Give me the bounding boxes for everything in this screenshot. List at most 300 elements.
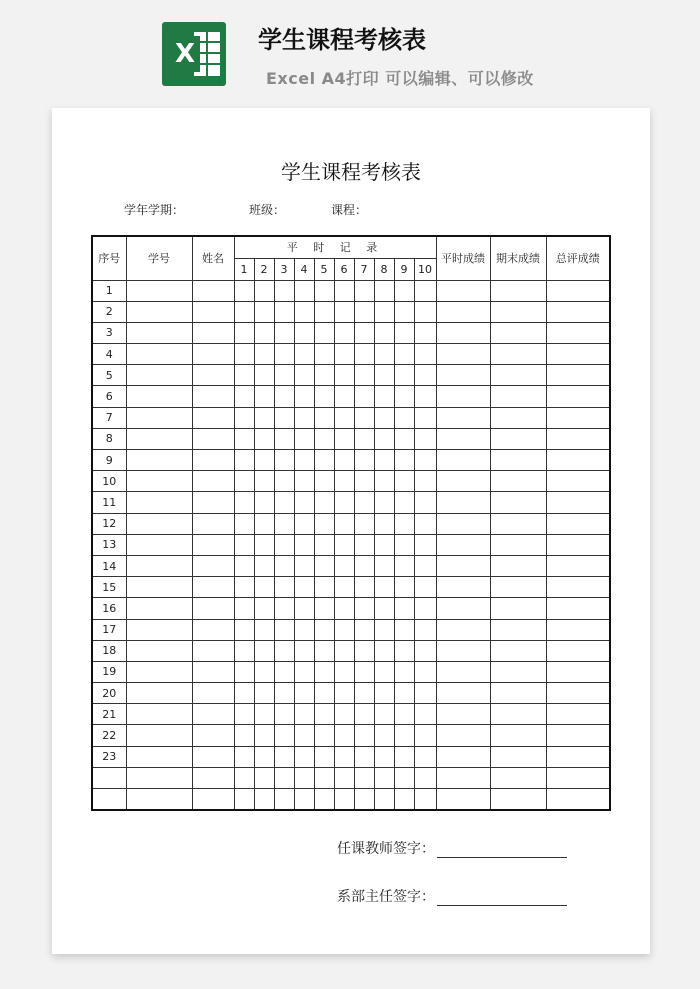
table-cell[interactable] — [192, 344, 234, 365]
table-cell[interactable] — [414, 513, 436, 534]
table-cell[interactable] — [254, 619, 274, 640]
table-cell[interactable] — [314, 280, 334, 301]
table-cell[interactable] — [414, 344, 436, 365]
table-cell[interactable] — [354, 344, 374, 365]
table-cell[interactable] — [334, 683, 354, 704]
table-cell[interactable] — [334, 555, 354, 576]
table-cell[interactable] — [546, 513, 610, 534]
table-cell[interactable] — [414, 534, 436, 555]
table-cell[interactable] — [254, 577, 274, 598]
table-cell[interactable] — [546, 577, 610, 598]
table-cell[interactable] — [192, 322, 234, 343]
table-cell[interactable] — [436, 301, 490, 322]
table-cell[interactable] — [234, 428, 254, 449]
table-cell[interactable] — [192, 407, 234, 428]
table-cell[interactable] — [126, 555, 192, 576]
table-cell[interactable] — [490, 513, 546, 534]
table-cell[interactable] — [334, 661, 354, 682]
table-cell[interactable] — [374, 365, 394, 386]
table-cell[interactable] — [294, 428, 314, 449]
table-cell[interactable] — [334, 471, 354, 492]
table-cell[interactable] — [490, 344, 546, 365]
table-cell[interactable] — [274, 746, 294, 767]
table-cell[interactable] — [394, 767, 414, 788]
table-cell[interactable] — [436, 450, 490, 471]
table-cell[interactable] — [490, 725, 546, 746]
table-cell[interactable] — [274, 619, 294, 640]
table-cell[interactable] — [546, 598, 610, 619]
table-cell[interactable] — [354, 577, 374, 598]
table-cell[interactable] — [354, 301, 374, 322]
table-cell[interactable] — [414, 450, 436, 471]
table-cell[interactable] — [274, 428, 294, 449]
table-cell[interactable] — [314, 555, 334, 576]
table-cell[interactable] — [546, 428, 610, 449]
table-cell[interactable] — [490, 280, 546, 301]
table-cell[interactable] — [294, 534, 314, 555]
table-cell[interactable] — [192, 534, 234, 555]
table-cell[interactable] — [314, 661, 334, 682]
table-cell[interactable] — [490, 767, 546, 788]
table-cell[interactable] — [490, 661, 546, 682]
table-cell[interactable] — [192, 619, 234, 640]
table-cell[interactable] — [546, 661, 610, 682]
table-cell[interactable] — [334, 534, 354, 555]
table-cell[interactable] — [192, 789, 234, 810]
table-cell[interactable] — [374, 746, 394, 767]
table-cell[interactable] — [126, 344, 192, 365]
table-cell[interactable] — [546, 619, 610, 640]
teacher-signature-line[interactable] — [437, 844, 567, 858]
table-cell[interactable] — [254, 661, 274, 682]
table-cell[interactable] — [354, 365, 374, 386]
table-cell[interactable] — [394, 471, 414, 492]
table-cell[interactable] — [354, 640, 374, 661]
table-cell[interactable] — [314, 640, 334, 661]
table-cell[interactable] — [374, 280, 394, 301]
table-cell[interactable] — [294, 471, 314, 492]
table-cell[interactable] — [314, 513, 334, 534]
table-cell[interactable] — [314, 598, 334, 619]
table-cell[interactable] — [394, 492, 414, 513]
table-cell[interactable] — [254, 386, 274, 407]
table-cell[interactable] — [334, 789, 354, 810]
table-cell[interactable] — [354, 555, 374, 576]
table-cell[interactable] — [294, 767, 314, 788]
table-cell[interactable] — [334, 598, 354, 619]
table-cell[interactable] — [234, 534, 254, 555]
table-cell[interactable] — [394, 407, 414, 428]
table-cell[interactable] — [490, 789, 546, 810]
table-cell[interactable] — [126, 322, 192, 343]
table-cell[interactable] — [274, 344, 294, 365]
table-cell[interactable] — [436, 577, 490, 598]
table-cell[interactable] — [394, 725, 414, 746]
table-cell[interactable] — [490, 450, 546, 471]
table-cell[interactable] — [436, 555, 490, 576]
table-cell[interactable] — [414, 301, 436, 322]
table-cell[interactable] — [192, 492, 234, 513]
table-cell[interactable] — [254, 280, 274, 301]
table-cell[interactable] — [414, 555, 436, 576]
table-cell[interactable] — [414, 428, 436, 449]
table-cell[interactable] — [126, 386, 192, 407]
table-cell[interactable] — [254, 301, 274, 322]
table-cell[interactable] — [546, 725, 610, 746]
table-cell[interactable] — [374, 344, 394, 365]
table-cell[interactable] — [354, 386, 374, 407]
table-cell[interactable] — [414, 386, 436, 407]
table-cell[interactable] — [126, 450, 192, 471]
table-cell[interactable] — [274, 640, 294, 661]
table-cell[interactable] — [414, 577, 436, 598]
table-cell[interactable] — [490, 683, 546, 704]
table-cell[interactable] — [394, 301, 414, 322]
table-cell[interactable] — [234, 598, 254, 619]
table-cell[interactable] — [234, 619, 254, 640]
table-cell[interactable] — [254, 344, 274, 365]
table-cell[interactable] — [490, 322, 546, 343]
table-cell[interactable] — [334, 492, 354, 513]
table-cell[interactable] — [354, 704, 374, 725]
table-cell[interactable] — [374, 555, 394, 576]
table-cell[interactable] — [374, 619, 394, 640]
table-cell[interactable] — [394, 322, 414, 343]
table-cell[interactable] — [314, 301, 334, 322]
table-cell[interactable] — [414, 767, 436, 788]
table-cell[interactable] — [192, 280, 234, 301]
table-cell[interactable] — [374, 534, 394, 555]
table-cell[interactable] — [374, 301, 394, 322]
table-cell[interactable] — [274, 704, 294, 725]
table-cell[interactable] — [126, 598, 192, 619]
table-cell[interactable] — [490, 577, 546, 598]
table-cell[interactable] — [354, 450, 374, 471]
table-cell[interactable] — [334, 344, 354, 365]
table-cell[interactable] — [314, 492, 334, 513]
table-cell[interactable] — [354, 322, 374, 343]
table-cell[interactable] — [294, 725, 314, 746]
table-cell[interactable] — [436, 280, 490, 301]
table-cell[interactable] — [294, 492, 314, 513]
table-cell[interactable] — [436, 386, 490, 407]
table-cell[interactable] — [546, 450, 610, 471]
table-cell[interactable] — [414, 704, 436, 725]
table-cell[interactable] — [192, 725, 234, 746]
table-cell[interactable] — [192, 577, 234, 598]
table-cell[interactable] — [374, 767, 394, 788]
table-cell[interactable] — [234, 344, 254, 365]
table-cell[interactable] — [374, 513, 394, 534]
table-cell[interactable] — [192, 428, 234, 449]
table-cell[interactable] — [294, 344, 314, 365]
table-cell[interactable] — [490, 619, 546, 640]
table-cell[interactable] — [414, 683, 436, 704]
table-cell[interactable] — [294, 280, 314, 301]
table-cell[interactable] — [274, 492, 294, 513]
table-cell[interactable] — [254, 428, 274, 449]
table-cell[interactable] — [234, 767, 254, 788]
table-cell[interactable] — [354, 513, 374, 534]
table-cell[interactable] — [126, 619, 192, 640]
table-cell[interactable] — [294, 577, 314, 598]
table-cell[interactable] — [314, 407, 334, 428]
table-cell[interactable] — [436, 344, 490, 365]
table-cell[interactable] — [192, 598, 234, 619]
table-cell[interactable] — [294, 513, 314, 534]
table-cell[interactable] — [126, 492, 192, 513]
table-cell[interactable] — [274, 577, 294, 598]
table-cell[interactable] — [394, 365, 414, 386]
table-cell[interactable] — [314, 577, 334, 598]
table-cell[interactable] — [354, 598, 374, 619]
table-cell[interactable] — [334, 704, 354, 725]
table-cell[interactable] — [546, 280, 610, 301]
table-cell[interactable] — [414, 365, 436, 386]
table-cell[interactable] — [374, 725, 394, 746]
table-cell[interactable] — [414, 640, 436, 661]
table-cell[interactable] — [234, 789, 254, 810]
table-cell[interactable] — [294, 746, 314, 767]
table-cell[interactable] — [374, 450, 394, 471]
table-cell[interactable] — [334, 322, 354, 343]
table-cell[interactable] — [234, 322, 254, 343]
table-cell[interactable] — [490, 428, 546, 449]
table-cell[interactable] — [394, 280, 414, 301]
table-cell[interactable] — [254, 365, 274, 386]
table-cell[interactable] — [414, 280, 436, 301]
table-cell[interactable] — [314, 450, 334, 471]
table-cell[interactable] — [436, 322, 490, 343]
table-cell[interactable] — [394, 555, 414, 576]
table-cell[interactable] — [192, 555, 234, 576]
table-cell[interactable] — [294, 661, 314, 682]
table-cell[interactable] — [126, 428, 192, 449]
table-cell[interactable] — [546, 555, 610, 576]
table-cell[interactable] — [294, 386, 314, 407]
table-cell[interactable] — [546, 746, 610, 767]
table-cell[interactable] — [394, 746, 414, 767]
table-cell[interactable] — [234, 365, 254, 386]
table-cell[interactable] — [274, 767, 294, 788]
table-cell[interactable] — [314, 386, 334, 407]
table-cell[interactable] — [334, 301, 354, 322]
table-cell[interactable] — [294, 322, 314, 343]
table-cell[interactable] — [234, 577, 254, 598]
table-cell[interactable] — [546, 767, 610, 788]
table-cell[interactable] — [436, 746, 490, 767]
table-cell[interactable] — [126, 577, 192, 598]
table-cell[interactable] — [274, 534, 294, 555]
table-cell[interactable] — [274, 365, 294, 386]
table-cell[interactable] — [436, 789, 490, 810]
table-cell[interactable] — [354, 428, 374, 449]
table-cell[interactable] — [274, 683, 294, 704]
table-cell[interactable] — [314, 767, 334, 788]
table-cell[interactable] — [314, 344, 334, 365]
table-cell[interactable] — [490, 555, 546, 576]
table-cell[interactable] — [436, 683, 490, 704]
table-cell[interactable] — [254, 534, 274, 555]
table-cell[interactable] — [414, 746, 436, 767]
table-cell[interactable] — [546, 386, 610, 407]
table-cell[interactable] — [546, 471, 610, 492]
table-cell[interactable] — [414, 661, 436, 682]
table-cell[interactable] — [354, 407, 374, 428]
table-cell[interactable] — [254, 683, 274, 704]
table-cell[interactable] — [126, 534, 192, 555]
table-cell[interactable] — [414, 598, 436, 619]
table-cell[interactable] — [274, 555, 294, 576]
table-cell[interactable] — [234, 407, 254, 428]
table-cell[interactable] — [546, 534, 610, 555]
table-cell[interactable] — [334, 725, 354, 746]
table-cell[interactable] — [254, 322, 274, 343]
table-cell[interactable] — [314, 619, 334, 640]
table-cell[interactable] — [546, 492, 610, 513]
table-cell[interactable] — [354, 492, 374, 513]
table-cell[interactable] — [254, 704, 274, 725]
table-cell[interactable] — [374, 428, 394, 449]
table-cell[interactable] — [374, 577, 394, 598]
table-cell[interactable] — [126, 280, 192, 301]
table-cell[interactable] — [274, 725, 294, 746]
table-cell[interactable] — [234, 555, 254, 576]
table-cell[interactable] — [334, 450, 354, 471]
table-cell[interactable] — [436, 661, 490, 682]
table-cell[interactable] — [334, 640, 354, 661]
table-cell[interactable] — [490, 492, 546, 513]
table-cell[interactable] — [314, 746, 334, 767]
table-cell[interactable] — [234, 640, 254, 661]
table-cell[interactable] — [334, 577, 354, 598]
table-cell[interactable] — [274, 789, 294, 810]
table-cell[interactable] — [374, 640, 394, 661]
table-cell[interactable] — [192, 301, 234, 322]
table-cell[interactable] — [126, 704, 192, 725]
table-cell[interactable] — [334, 513, 354, 534]
table-cell[interactable] — [334, 386, 354, 407]
table-cell[interactable] — [490, 704, 546, 725]
table-cell[interactable] — [374, 704, 394, 725]
table-cell[interactable] — [394, 577, 414, 598]
table-cell[interactable] — [192, 683, 234, 704]
table-cell[interactable] — [294, 619, 314, 640]
table-cell[interactable] — [354, 534, 374, 555]
table-cell[interactable] — [414, 322, 436, 343]
table-cell[interactable] — [394, 386, 414, 407]
table-cell[interactable] — [294, 555, 314, 576]
table-cell[interactable] — [490, 746, 546, 767]
table-cell[interactable] — [414, 407, 436, 428]
table-cell[interactable] — [414, 471, 436, 492]
table-cell[interactable] — [394, 640, 414, 661]
table-cell[interactable] — [234, 471, 254, 492]
table-cell[interactable] — [414, 619, 436, 640]
table-cell[interactable] — [394, 534, 414, 555]
table-cell[interactable] — [374, 407, 394, 428]
table-cell[interactable] — [234, 704, 254, 725]
director-signature-line[interactable] — [437, 892, 567, 906]
table-cell[interactable] — [354, 767, 374, 788]
table-cell[interactable] — [254, 640, 274, 661]
table-cell[interactable] — [490, 386, 546, 407]
table-cell[interactable] — [436, 767, 490, 788]
table-cell[interactable] — [546, 789, 610, 810]
table-cell[interactable] — [490, 407, 546, 428]
table-cell[interactable] — [334, 280, 354, 301]
table-cell[interactable] — [414, 725, 436, 746]
table-cell[interactable] — [126, 640, 192, 661]
table-cell[interactable] — [254, 767, 274, 788]
table-cell[interactable] — [334, 428, 354, 449]
table-cell[interactable] — [254, 407, 274, 428]
table-cell[interactable] — [126, 683, 192, 704]
table-cell[interactable] — [126, 407, 192, 428]
table-cell[interactable] — [274, 471, 294, 492]
table-cell[interactable] — [192, 450, 234, 471]
table-cell[interactable] — [126, 661, 192, 682]
table-cell[interactable] — [254, 492, 274, 513]
table-cell[interactable] — [294, 683, 314, 704]
table-cell[interactable] — [234, 513, 254, 534]
table-cell[interactable] — [274, 280, 294, 301]
table-cell[interactable] — [354, 789, 374, 810]
table-cell[interactable] — [254, 450, 274, 471]
table-cell[interactable] — [126, 301, 192, 322]
table-cell[interactable] — [436, 492, 490, 513]
table-cell[interactable] — [274, 322, 294, 343]
table-cell[interactable] — [126, 725, 192, 746]
table-cell[interactable] — [436, 365, 490, 386]
table-cell[interactable] — [314, 534, 334, 555]
table-cell[interactable] — [546, 683, 610, 704]
table-cell[interactable] — [354, 661, 374, 682]
table-cell[interactable] — [374, 789, 394, 810]
table-cell[interactable] — [490, 365, 546, 386]
table-cell[interactable] — [192, 513, 234, 534]
table-cell[interactable] — [234, 746, 254, 767]
table-cell[interactable] — [354, 746, 374, 767]
table-cell[interactable] — [126, 767, 192, 788]
table-cell[interactable] — [436, 471, 490, 492]
table-cell[interactable] — [192, 471, 234, 492]
table-cell[interactable] — [192, 661, 234, 682]
table-cell[interactable] — [314, 322, 334, 343]
table-cell[interactable] — [414, 492, 436, 513]
table-cell[interactable] — [274, 386, 294, 407]
table-cell[interactable] — [192, 386, 234, 407]
table-cell[interactable] — [274, 513, 294, 534]
table-cell[interactable] — [436, 598, 490, 619]
table-cell[interactable] — [436, 534, 490, 555]
table-cell[interactable] — [314, 725, 334, 746]
table-cell[interactable] — [436, 619, 490, 640]
table-cell[interactable] — [334, 365, 354, 386]
table-cell[interactable] — [314, 471, 334, 492]
table-cell[interactable] — [192, 640, 234, 661]
table-cell[interactable] — [394, 450, 414, 471]
table-cell[interactable] — [314, 365, 334, 386]
table-cell[interactable] — [192, 767, 234, 788]
table-cell[interactable] — [490, 640, 546, 661]
table-cell[interactable] — [254, 471, 274, 492]
table-cell[interactable] — [374, 598, 394, 619]
table-cell[interactable] — [354, 471, 374, 492]
table-cell[interactable] — [126, 365, 192, 386]
table-cell[interactable] — [234, 683, 254, 704]
table-cell[interactable] — [546, 322, 610, 343]
